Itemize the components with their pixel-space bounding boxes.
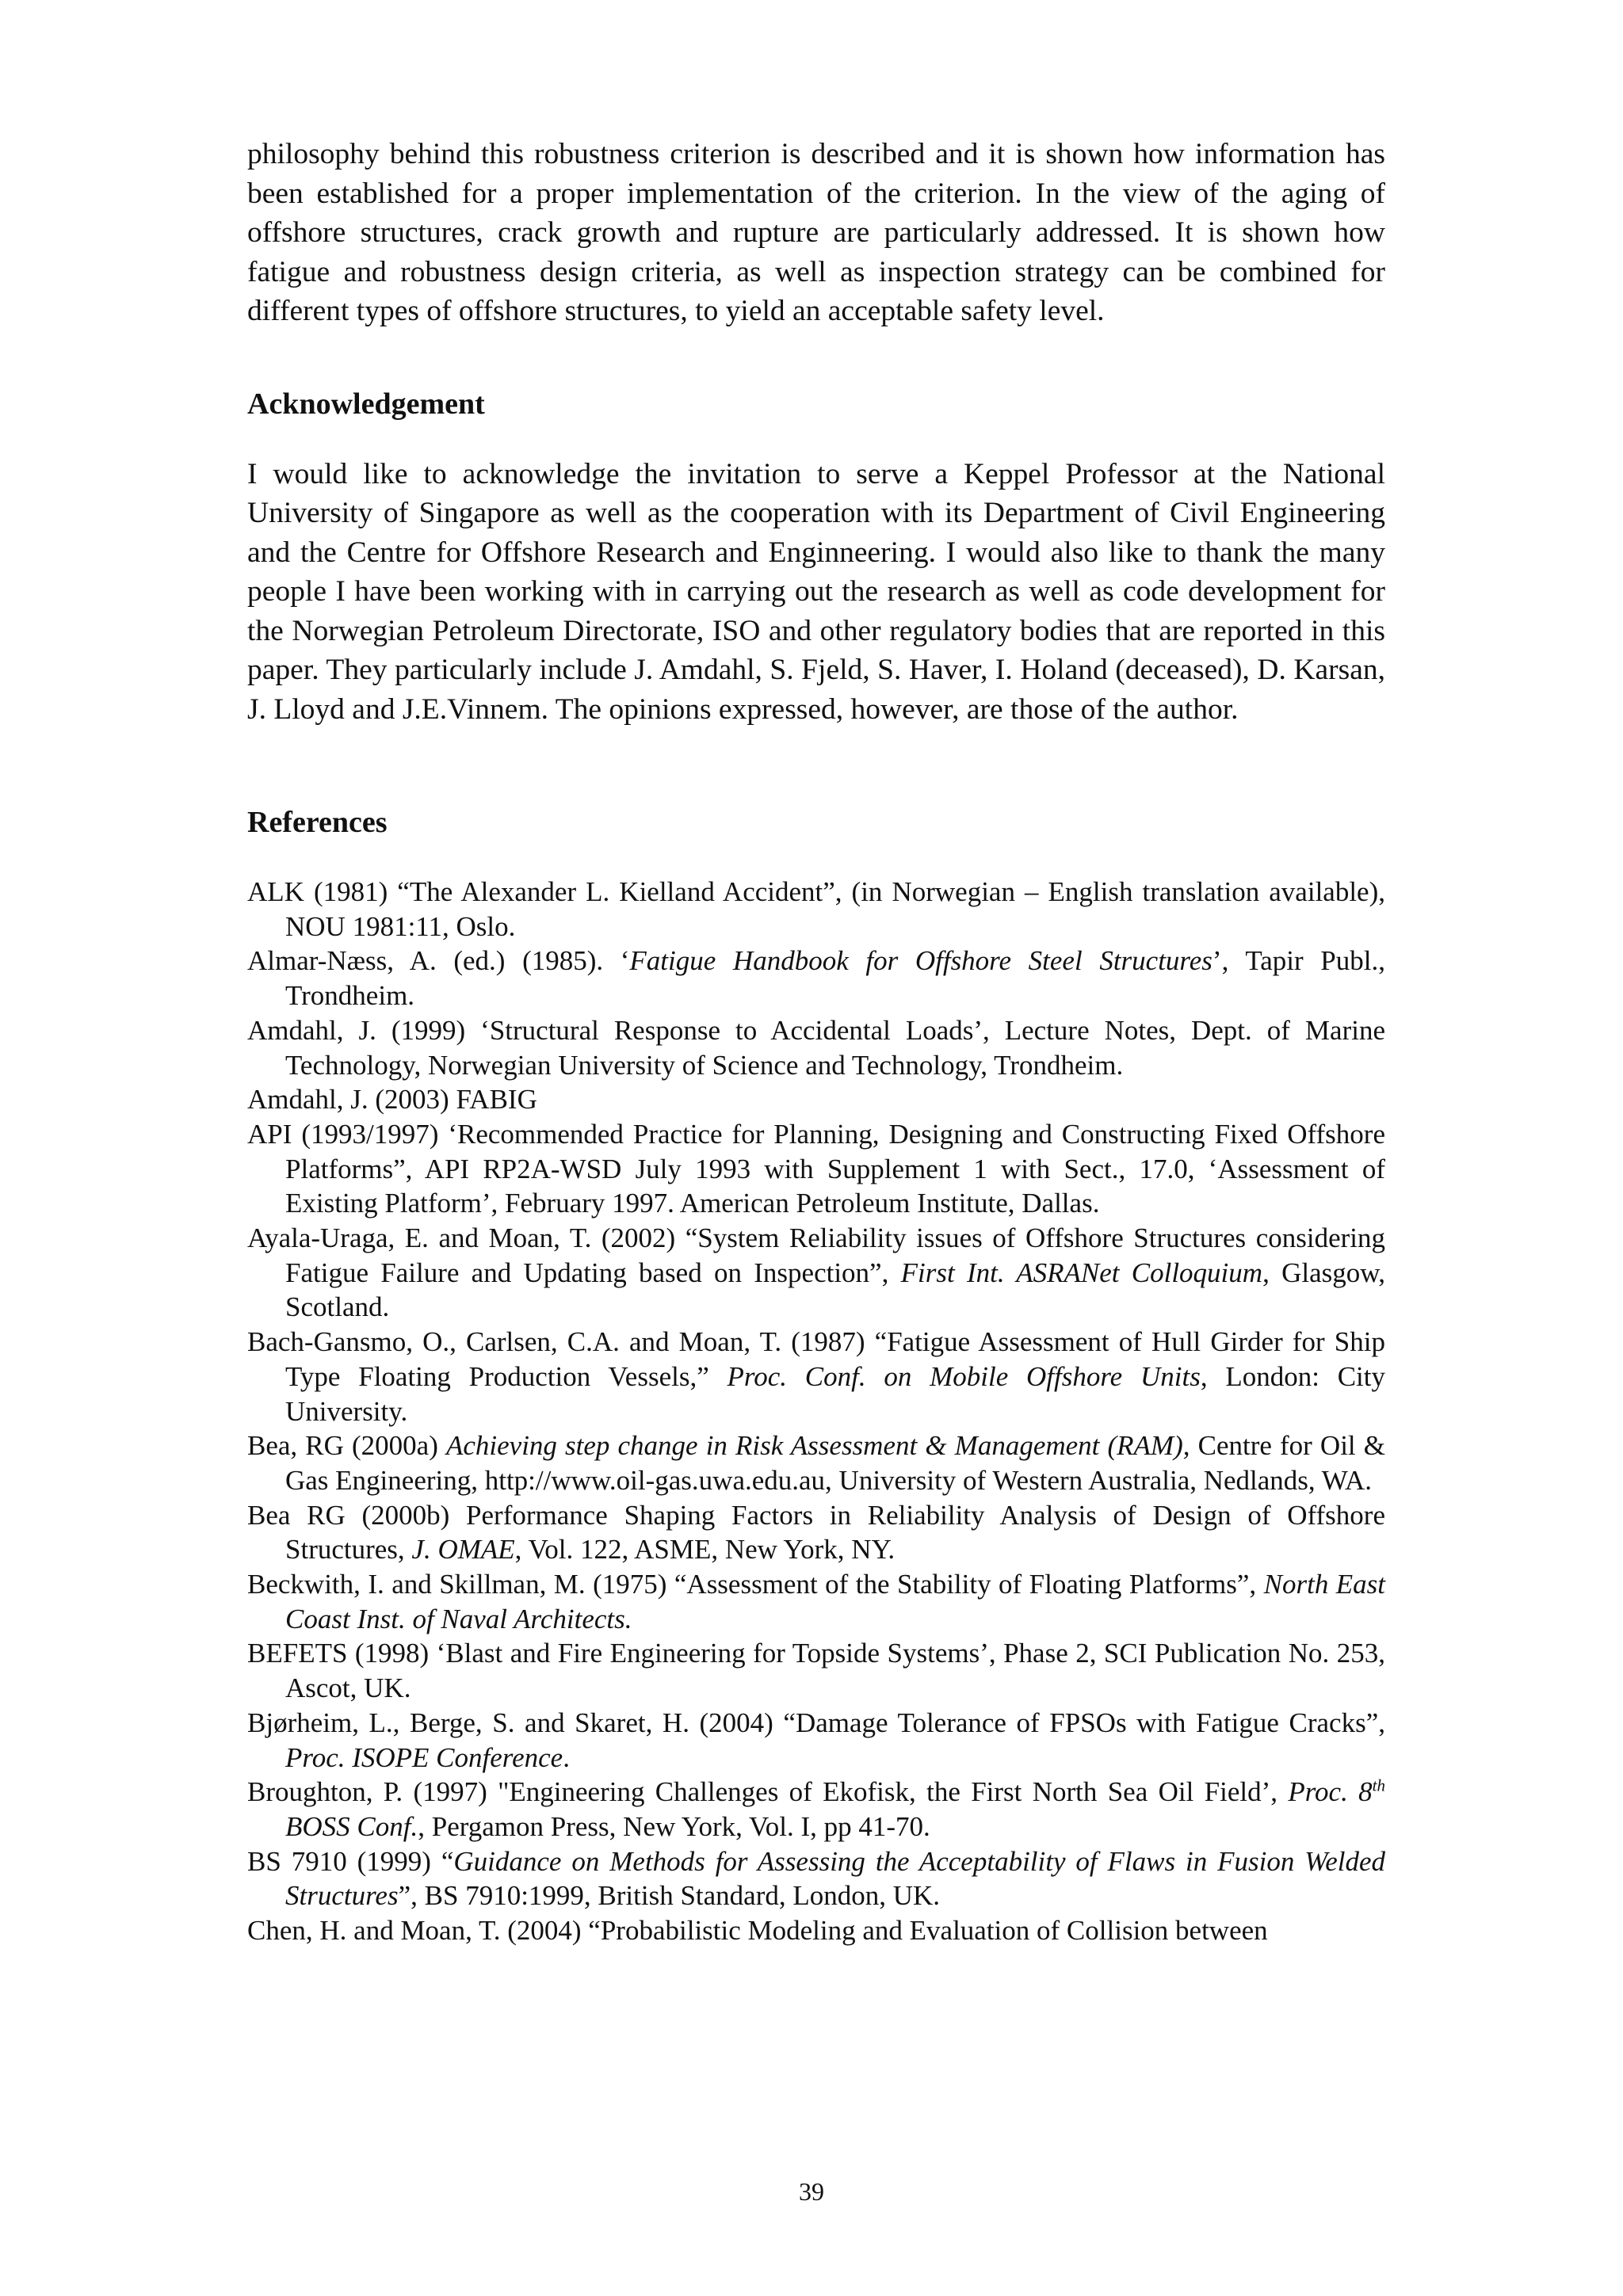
reference-text-pre: BS 7910 (1999) “: [247, 1845, 454, 1877]
reference-text-pre: Broughton, P. (1997) "Engineering Challenges of Ekofisk, the First North Sea Oil Field’,: [247, 1776, 1289, 1808]
reference-text-post: .: [563, 1741, 570, 1773]
reference-text-it: Proc. Conf. on Mobile Offshore Units: [727, 1360, 1201, 1392]
reference-text-pre: BEFETS (1998) ‘Blast and Fire Engineering for Topside Systems’, Phase 2, SCI Publication No. 253, Ascot, UK.: [247, 1638, 1385, 1704]
reference-item: [247, 1636, 1385, 1705]
reference-text-post: , Vol. 122, ASME, New York, NY.: [514, 1534, 896, 1566]
reference-text-sup: th: [1372, 1775, 1385, 1795]
reference-text-post: ’, Tapir Publ., Trondheim.: [285, 945, 1386, 1012]
reference-text-it: North East Coast Inst. of Naval Architects.: [285, 1569, 1385, 1634]
reference-item: [247, 1844, 1385, 1913]
reference-text-pre: Bjørheim, L., Berge, S. and Skaret, H. (2004) “Damage Tolerance of FPSOs with Fatigue Cracks”,: [247, 1707, 1385, 1738]
reference-item: [247, 1082, 1385, 1117]
acknowledgement-heading: Acknowledgement: [247, 387, 485, 421]
reference-item: [247, 1428, 1385, 1497]
reference-item: [247, 1325, 1385, 1428]
reference-text-pre: Amdahl, J. (1999) ‘Structural Response to Accidental Loads’, Lecture Notes, Dept. of Marine Technology, Norwegian University of Science and Technology, Trondheim.: [247, 1014, 1385, 1081]
reference-item: [247, 1706, 1385, 1775]
reference-text-post: ”, BS 7910:1999, British Standard, London, UK.: [398, 1880, 941, 1912]
page-number: 39: [799, 2177, 824, 2206]
reference-text-it: J. OMAE: [411, 1534, 515, 1566]
reference-text-pre: Bea RG (2000b) Performance Shaping Factors in Reliability Analysis of Design of Offshore Structures,: [247, 1499, 1385, 1566]
reference-item: [247, 1567, 1385, 1636]
reference-item: [247, 1221, 1385, 1325]
reference-text-pre: Almar-Næss, A. (ed.) (1985). ‘: [247, 945, 630, 977]
reference-text-it: Guidance on Methods for Assessing the Acceptability of Flaws in Fusion Welded Structures: [285, 1845, 1385, 1912]
reference-item: [247, 1117, 1385, 1221]
reference-text-pre: Amdahl, J. (2003) FABIG: [247, 1084, 537, 1116]
reference-text-it2: BOSS Conf.: [285, 1810, 418, 1842]
reference-item: [247, 944, 1385, 1013]
reference-text-pre: Bea, RG (2000a): [247, 1430, 446, 1462]
page-body: [247, 135, 1385, 1948]
reference-text-post: Centre for Oil & Gas Engineering, http://www.oil-gas.uwa.edu.au, University of Western Australia, Nedlands, WA.: [285, 1430, 1385, 1496]
reference-text-it: First Int. ASRANet Colloquium: [900, 1257, 1263, 1288]
reference-item: [247, 1498, 1385, 1567]
reference-text-it: Fatigue Handbook for Offshore Steel Structures: [629, 945, 1212, 977]
reference-text-post: , London: City University.: [285, 1360, 1386, 1427]
reference-text-pre: API (1993/1997) ‘Recommended Practice for Planning, Designing and Constructing Fixed Offshore Platforms”, API RP2A-WSD July 1993 with Supplement 1 with Sect., 17.0, ‘Assessment of Existing Platform’, February 1997. American Petroleum Institute, Dallas.: [247, 1118, 1385, 1219]
reference-text-it: Proc. 8: [1288, 1776, 1373, 1808]
acknowledgement-body: I would like to acknowledge the invitation to serve a Keppel Professor at the National University of Singapore as well as the cooperation with its Department of Civil Engineering and the Centre for Offshore Research and Enginneering. I would also like to thank the many people I have been working with in carrying out the research as well as code development for the Norwegian Petroleum Directorate, ISO and other regulatory bodies that are reported in this paper. They particularly include J. Amdahl, S. Fjeld, S. Haver, I. Holand (deceased), D. Karsan, J. Lloyd and J.E.Vinnem. The opinions expressed, however, are those of the author.: [247, 457, 1385, 726]
reference-text-pre: Bach-Gansmo, O., Carlsen, C.A. and Moan, T. (1987) “Fatigue Assessment of Hull Girder for Ship Type Floating Production Vessels,”: [247, 1326, 1385, 1392]
reference-text-post: , Pergamon Press, New York, Vol. I, pp 41-70.: [418, 1810, 930, 1842]
reference-text-pre: Beckwith, I. and Skillman, M. (1975) “Assessment of the Stability of Floating Platforms”,: [247, 1569, 1264, 1600]
reference-list: [247, 875, 1385, 1948]
references-heading: References: [247, 806, 388, 839]
reference-item: [247, 1013, 1385, 1082]
reference-item: [247, 1775, 1385, 1844]
reference-text-post: , Glasgow, Scotland.: [285, 1257, 1385, 1323]
reference-text-pre: Chen, H. and Moan, T. (2004) “Probabilistic Modeling and Evaluation of Collision between: [247, 1915, 1268, 1947]
reference-text-it: Achieving step change in Risk Assessment & Management (RAM),: [445, 1430, 1190, 1462]
intro-paragraph: philosophy behind this robustness criterion is described and it is shown how information has been established for a proper implementation of the criterion. In the view of the aging of offshore structures, crack growth and rupture are particularly addressed. It is shown how fatigue and robustness design criteria, as well as inspection strategy can be combined for different types of offshore structures, to yield an acceptable safety level.: [247, 138, 1385, 327]
reference-item: [247, 875, 1385, 944]
reference-text-pre: ALK (1981) “The Alexander L. Kielland Accident”, (in Norwegian – English translation available), NOU 1981:11, Oslo.: [247, 876, 1385, 942]
reference-text-pre: Ayala-Uraga, E. and Moan, T. (2002) “System Reliability issues of Offshore Structures considering Fatigue Failure and Updating based on Inspection”,: [247, 1222, 1385, 1288]
reference-item: [247, 1913, 1385, 1948]
reference-text-it: Proc. ISOPE Conference: [285, 1741, 563, 1773]
